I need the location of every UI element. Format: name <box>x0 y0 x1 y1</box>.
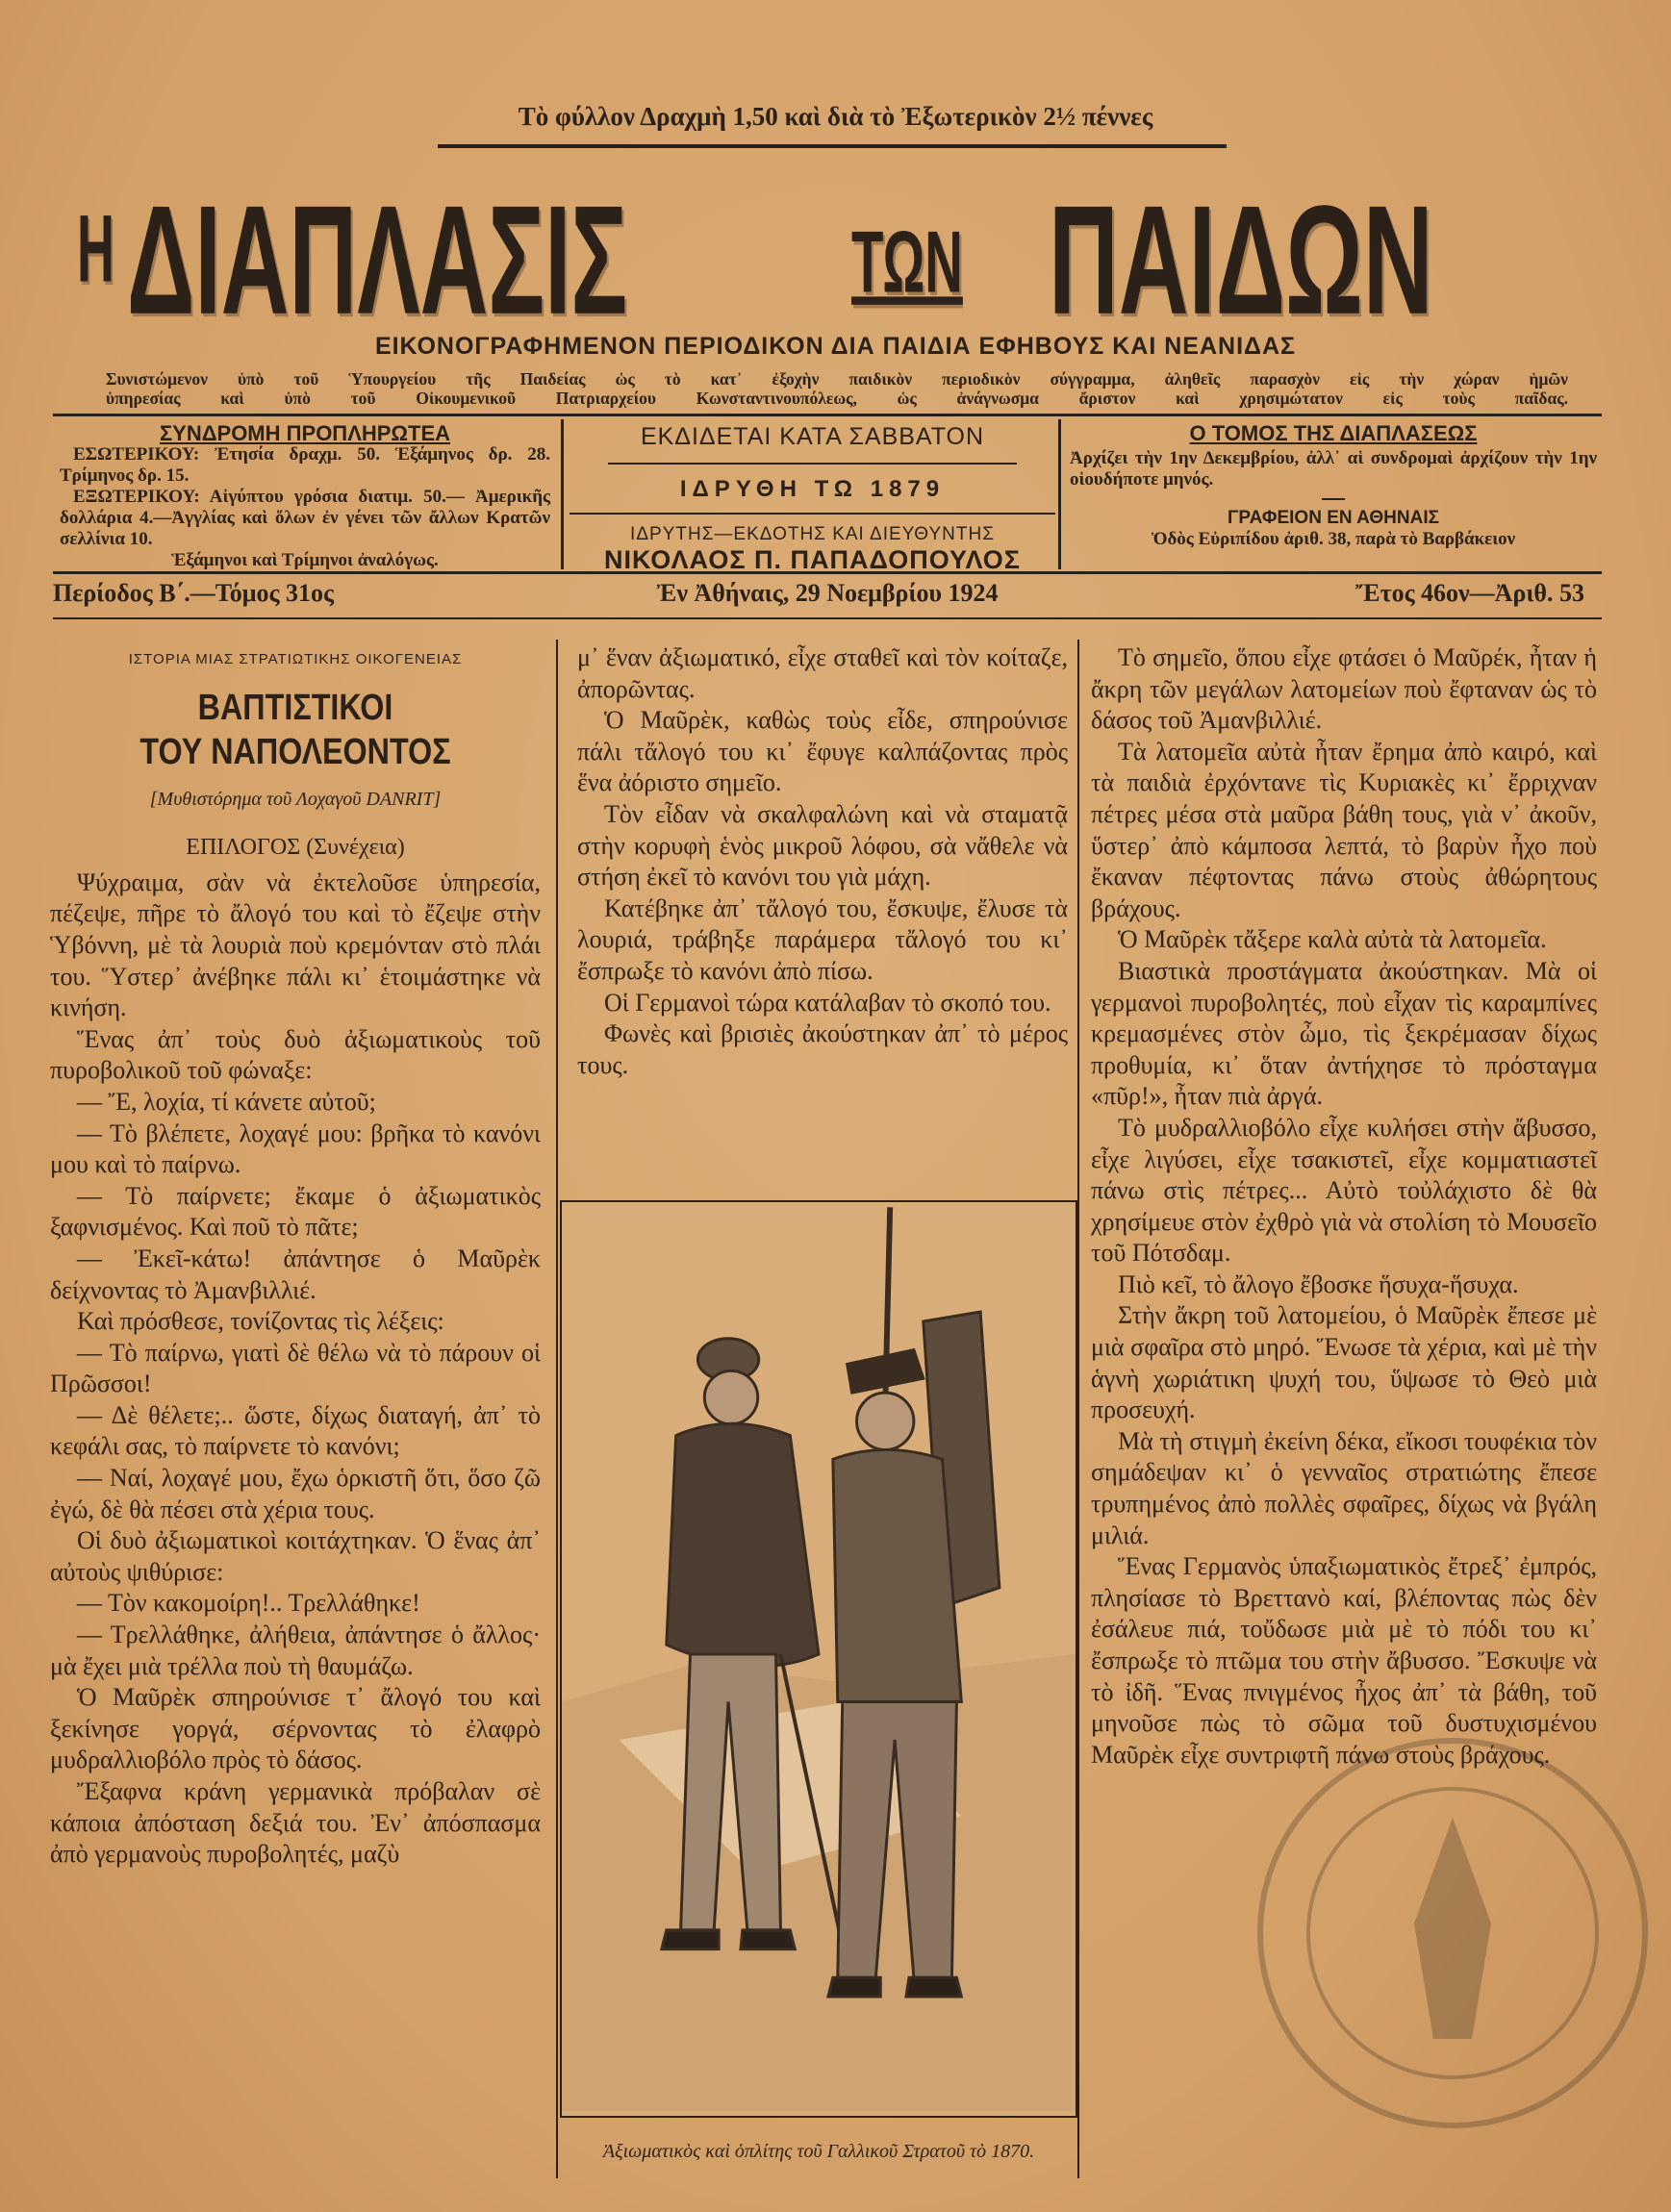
masthead-word3: ΠΑΙΔΩΝ <box>1049 172 1433 347</box>
paragraph: — Ἔ, λοχία, τί κάνετε αὐτοῦ; <box>77 1087 376 1116</box>
paragraph: — Ναί, λοχαγέ μου, ἔχω ὁρκιστῆ ὅτι, ὅσο ζῶ ἐγώ, δὲ θὰ πέσει στὰ χέρια τους. <box>50 1464 541 1523</box>
divider <box>570 513 1055 515</box>
paragraph: Οἱ δυὸ ἀξιωματικοὶ κοιτάχτηκαν. Ὁ ἕνας ἀπ᾽ αὐτοὺς ψιθύρισε: <box>50 1526 541 1586</box>
paragraph: Βιαστικὰ προστάγματα ἀκούστηκαν. Μὰ οἱ γερμανοὶ πυροβολητές, ποὺ εἶχαν τὶς καραμπίνες κρεμασμένες στὸν ὦμο, τὶς ξεκρέμασαν δίχως προθυμία, κι᾽ ὅταν ἀντήχησε τὸ πρόσταγμα «πῦρ!», ἦταν πιὰ ἀργά. <box>1091 956 1597 1111</box>
price-line: Τὸ φύλλον Δραχμὴ 1,50 καὶ διὰ τὸ Ἐξωτερικὸν 2½ πέννες <box>518 102 1153 131</box>
paragraph: Στὴν ἄκρη τοῦ λατομείου, ὁ Μαῦρὲκ ἔπεσε μὲ μιὰ σφαῖρα στὸ μηρό. Ἕνωσε τὰ χέρια, καὶ μὲ τὴν ἁγνὴ χωριάτικη ψυχή του, ὕψωσε τὸ Θεὸ μιὰ προσευχή. <box>1091 1301 1597 1424</box>
masthead-word1: ΔΙΑΠΛΑΣΙΣ <box>127 172 628 347</box>
section-heading: ΕΠΙΛΟΓΟΣ (Συνέχεια) <box>186 835 405 861</box>
founded-year: ΙΔΡΥΘΗ ΤΩ 1879 <box>679 476 946 502</box>
office-heading: ΓΡΑΦΕΙΟΝ ΕΝ ΑΘΗΝΑΙΣ <box>1227 508 1440 528</box>
paragraph: Ὁ Μαῦρὲκ τἄξερε καλὰ αὐτὰ τὰ λατομεῖα. <box>1118 925 1547 954</box>
illustration-officer-and-soldier <box>560 1200 1077 2118</box>
paragraph: μ᾽ ἕναν ἀξιωματικό, εἶχε σταθεῖ καὶ τὸν κοίταζε, ἀπορῶντας. <box>577 643 1068 703</box>
column-2-text <box>577 642 1068 1081</box>
masthead-word2: ΤΩΝ <box>851 214 963 312</box>
paragraph: — Τὸν κακομοίρη!.. Τρελλάθηκε! <box>77 1589 420 1618</box>
paragraph: Τὰ λατομεῖα αὐτὰ ἦταν ἔρημα ἀπὸ καιρό, καὶ τὰ παιδιὰ ἐρχόντανε τὶς Κυριακὲς κι᾽ ἔρριχναν πέτρες μέσα στὰ μαῦρα βάθη τους, γιὰ ν᾽ ἀκοῦν, ὕστερ᾽ ἀπὸ κάμποσα λεπτά, τὸ βαρὺν ἦχο ποὺ ἔκαναν πέφτοντας πάνω στοὺς ἀθώρητους βράχους. <box>1091 737 1597 922</box>
issue-date: Ἐν Ἀθήναις, 29 Νοεμβρίου 1924 <box>656 579 999 607</box>
soldiers-drawing <box>562 1202 1076 2116</box>
article-title-line2: ΤΟΥ ΝΑΠΟΛΕΟΝΤΟΣ <box>139 731 451 772</box>
article-column-2 <box>577 642 1068 1081</box>
paragraph: Μὰ τὴ στιγμὴ ἐκείνη δέκα, εἴκοσι τουφέκια τὸν σημάδεψαν κι᾽ ὁ γενναῖος στρατιώτης ἔπεσε τρυπημένος ἀπὸ πολλὲς σφαῖρες, δίχως νὰ βγάλη μιλιά. <box>1091 1426 1597 1549</box>
paragraph: Ὁ Μαῦρὲκ σπηρούνισε τ᾽ ἄλογό του καὶ ξεκίνησε γοργά, σέρνοντας τὸ ἐλαφρὸ μυδραλλιοβόλο πρὸς τὸ δάσος. <box>50 1683 541 1774</box>
recommendation-line: ὑπηρεσίας καὶ ὑπὸ τοῦ Οἰκουμενικοῦ Πατριαρχείου Κωνσταντινουπόλεως, ὡς ἀνάγνωσμα ἄριστον καὶ χρησιμώτατον εἰς τοὺς παῖδας. <box>106 389 1568 408</box>
paragraph: — Τὸ βλέπετε, λοχαγέ μου: βρῆκα τὸ κανόνι μου καὶ τὸ παίρνω. <box>50 1119 541 1179</box>
published-weekly: ΕΚΔΙΔΕΤΑΙ ΚΑΤΑ ΣΑΒΒΑΤΟΝ <box>640 423 985 450</box>
subscription-heading: ΣΥΝΔΡΟΜΗ ΠΡΟΠΛΗΡΩΤΕΑ <box>159 421 451 445</box>
divider <box>1058 419 1061 569</box>
column-3-text <box>1091 642 1597 1771</box>
paragraph: — Τὸ παίρνω, γιατὶ δὲ θέλω νὰ τὸ πάρουν οἱ Πρῶσσοι! <box>50 1338 541 1398</box>
article-kicker: ΙΣΤΟΡΙΑ ΜΙΑΣ ΣΤΡΑΤΙΩΤΙΚΗΣ ΟΙΚΟΓΕΝΕΙΑΣ <box>128 651 463 667</box>
volume-heading: Ο ΤΟΜΟΣ ΤΗΣ ΔΙΑΠΛΑΣΕΩΣ <box>1189 421 1478 445</box>
divider <box>561 419 564 569</box>
illustration-caption: Ἀξιωματικὸς καὶ ὁπλίτης τοῦ Γαλλικοῦ Στρατοῦ τὸ 1870. <box>602 2141 1035 2162</box>
founder-role: ΙΔΡΥΤΗΣ—ΕΚΔΟΤΗΣ ΚΑΙ ΔΙΕΥΘΥΝΤΗΣ <box>630 524 995 544</box>
period-volume: Περίοδος Β΄.—Τόμος 31ος <box>53 579 334 607</box>
column-1-text <box>50 867 541 1871</box>
subscription-note: Ἑξάμηνοι καὶ Τρίμηνοι ἀναλόγως. <box>171 550 439 570</box>
article-column-3 <box>1091 642 1597 1771</box>
article-column-1 <box>50 644 541 1871</box>
archive-stamp-watermark <box>1251 1731 1655 2135</box>
founder-name: ΝΙΚΟΛΑΟΣ Π. ΠΑΠΑΔΟΠΟΥΛΟΣ <box>604 545 1021 574</box>
divider <box>53 414 1602 416</box>
paragraph: Ψύχραιμα, σὰν νὰ ἐκτελοῦσε ὑπηρεσία, πέζεψε, πῆρε τὸ ἄλογό του καὶ τὸ ἔζεψε στὴν Ὑβόννη, μὲ τὰ λουριὰ ποὺ κρεμόνταν στὸ πλάι του. Ὕστερ᾽ ἀνέβηκε πάλι κι᾽ ἑτοιμάστηκε νὰ κινήση. <box>50 867 541 1022</box>
divider <box>608 463 1017 465</box>
year-number: Ἔτος 46ον—Ἀριθ. 53 <box>1355 579 1584 607</box>
paragraph: Τὸν εἶδαν νὰ σκαλφαλώνη καὶ νὰ σταματᾷ στὴν κορυφὴ ἑνὸς μικροῦ λόφου, σὰ νἄθελε νὰ στήση ἐκεῖ τὸ κανόνι του γιὰ μάχη. <box>577 799 1068 892</box>
paragraph: Ὁ Μαῦρὲκ, καθὼς τοὺς εἶδε, σπηρούνισε πάλι τἄλογό του κι᾽ ἔφυγε καλπάζοντας πρὸς ἕνα ἀόριστο σημεῖο. <box>577 706 1068 797</box>
paragraph: Τὸ σημεῖο, ὅπου εἶχε φτάσει ὁ Μαῦρέκ, ἦταν ἡ ἄκρη τῶν μεγάλων λατομείων ποὺ ἔφταναν ὡς τὸ δάσος τοῦ Ἀμανβιλλιέ. <box>1091 643 1597 735</box>
paragraph: Ἔξαφνα κράνη γερμανικὰ πρόβαλαν σὲ κάποια ἀπόσταση δεξιά του. Ἐν᾽ ἀπόσπασμα ἀπὸ γερμανοὺς πυροβολητές, μαζὺ <box>50 1777 541 1869</box>
paragraph: — Τὸ παίρνετε; ἔκαμε ὁ ἀξιωματικὸς ξαφνισμένος. Καὶ ποῦ τὸ πᾶτε; <box>50 1181 541 1242</box>
subscription-domestic: ΕΣΩΤΕΡΙΚΟΥ: Ἐτησία δραχμ. 50. Ἑξάμηνος δρ. 28. Τρίμηνος δρ. 15. <box>60 444 550 486</box>
paragraph: Ἕνας ἀπ᾽ τοὺς δυὸ ἀξιωματικοὺς τοῦ πυροβολικοῦ τοῦ φώναξε: <box>50 1024 541 1085</box>
masthead-article: Η <box>77 196 114 303</box>
paragraph: Ἕνας Γερμανὸς ὑπαξιωματικὸς ἔτρεξ᾽ ἐμπρός, πλησίασε τὸ Βρεττανὸ καί, βλέποντας πὼς δὲν ἐσάλευε πιά, τοὔδωσε μιὰ μὲ τὸ πόδι του κι᾽ ἔσπρωξε τὸ πτῶμα του στὴν ἄβυσσο. Ἔσκυψε νὰ τὸ ἰδῆ. Ἕνας πνιγμένος ἦχος ἀπ᾽ τὰ βάθη, τοῦ μηνοῦσε πὼς τὸ σῶμα τοῦ δυστυχισμένου Μαῦρὲκ εἶχε συντριφτῆ πάνω στοὺς βράχους. <box>1091 1552 1597 1769</box>
subscription-box <box>60 423 550 571</box>
divider <box>53 617 1602 619</box>
divider <box>438 144 1227 148</box>
publication-box <box>570 421 1055 575</box>
divider <box>1322 498 1345 500</box>
subtitle: ΕΙΚΟΝΟΓΡΑΦΗΜΕΝΟΝ ΠΕΡΙΟΔΙΚΟΝ ΔΙΑ ΠΑΙΔΙΑ ΕΦΗΒΟΥΣ ΚΑΙ ΝΕΑΝΙΔΑΣ <box>374 333 1297 360</box>
paragraph: — Δὲ θέλετε;.. ὥστε, δίχως διαταγή, ἀπ᾽ τὸ κεφάλι σας, τὸ παίρνετε τὸ κανόνι; <box>50 1400 541 1461</box>
column-divider <box>556 640 558 2178</box>
paragraph: Πιὸ κεῖ, τὸ ἄλογο ἔβοσκε ἥσυχα-ἥσυχα. <box>1118 1269 1519 1298</box>
paragraph: Κατέβηκε ἀπ᾽ τἄλογό του, ἔσκυψε, ἔλυσε τὰ λουριά, τράβηξε παράμερα τἄλογό του κι᾽ ἔσπρωξε τὸ κανόνι ἀπὸ πίσω. <box>577 893 1068 985</box>
column-divider <box>1077 640 1079 2178</box>
paragraph: Οἱ Γερμανοὶ τώρα κατάλαβαν τὸ σκοπό του. <box>604 988 1051 1017</box>
recommendation-line: Συνιστώμενον ὑπὸ τοῦ Ὑπουργείου τῆς Παιδείας ὡς τὸ κατ᾽ ἐξοχὴν παιδικὸν περιοδικὸν σύγγραμμα, ἀληθεῖς παρασχὸν εἰς τὴν χώραν ἡμῶν <box>106 369 1568 389</box>
office-address: Ὁδὸς Εὐριπίδου ἀριθ. 38, παρὰ τὸ Βαρβάκειον <box>1151 529 1516 549</box>
paragraph: — Τρελλάθηκε, ἀλήθεια, ἀπάντησε ὁ ἄλλος· μὰ ἔχει μιὰ τρέλλα ποὺ τὴ θαυμάζω. <box>50 1621 541 1680</box>
article-title-line1: ΒΑΠΤΙΣΤΙΚΟΙ <box>197 687 393 728</box>
subscription-foreign: ΕΞΩΤΕΡΙΚΟΥ: Αἰγύπτου γρόσια διατιμ. 50.— Ἀμερικῆς δολλάρια 4.—Ἀγγλίας καὶ ὅλων ἐν γένει τῶν ἄλλων Κρατῶν σελλίνια 10. <box>60 487 550 549</box>
paragraph: Τὸ μυδραλλιοβόλο εἶχε κυλήσει στὴν ἄβυσσο, εἶχε λιγύσει, εἶχε τσακιστεῖ, εἶχε κομματιαστεῖ πάνω στὶς πέτρες... Αὐτὸ τοὐλάχιστο δὲ θὰ χρησίμευε στὸν ἐχθρὸ γιὰ νὰ στολίση τὸ Μουσεῖο τοῦ Πότσδαμ. <box>1091 1113 1597 1268</box>
volume-text: Ἀρχίζει τὴν 1ην Δεκεμβρίου, ἀλλ᾽ αἱ συνδρομαὶ ἀρχίζουν τὴν 1ην οἱουδήποτε μηνός. <box>1070 448 1597 490</box>
paragraph: — Ἐκεῖ-κάτω! ἀπάντησε ὁ Μαῦρὲκ δείχνοντας τὸ Ἀμανβιλλιέ. <box>50 1244 541 1304</box>
paragraph: Φωνὲς καὶ βρισιὲς ἀκούστηκαν ἀπ᾽ τὸ μέρος τους. <box>577 1019 1068 1079</box>
article-byline: [Μυθιστόρημα τοῦ Λοχαγοῦ DANRIT] <box>149 788 442 810</box>
paragraph: Καὶ πρόσθεσε, τονίζοντας τὶς λέξεις: <box>77 1307 444 1336</box>
volume-box <box>1070 423 1597 550</box>
